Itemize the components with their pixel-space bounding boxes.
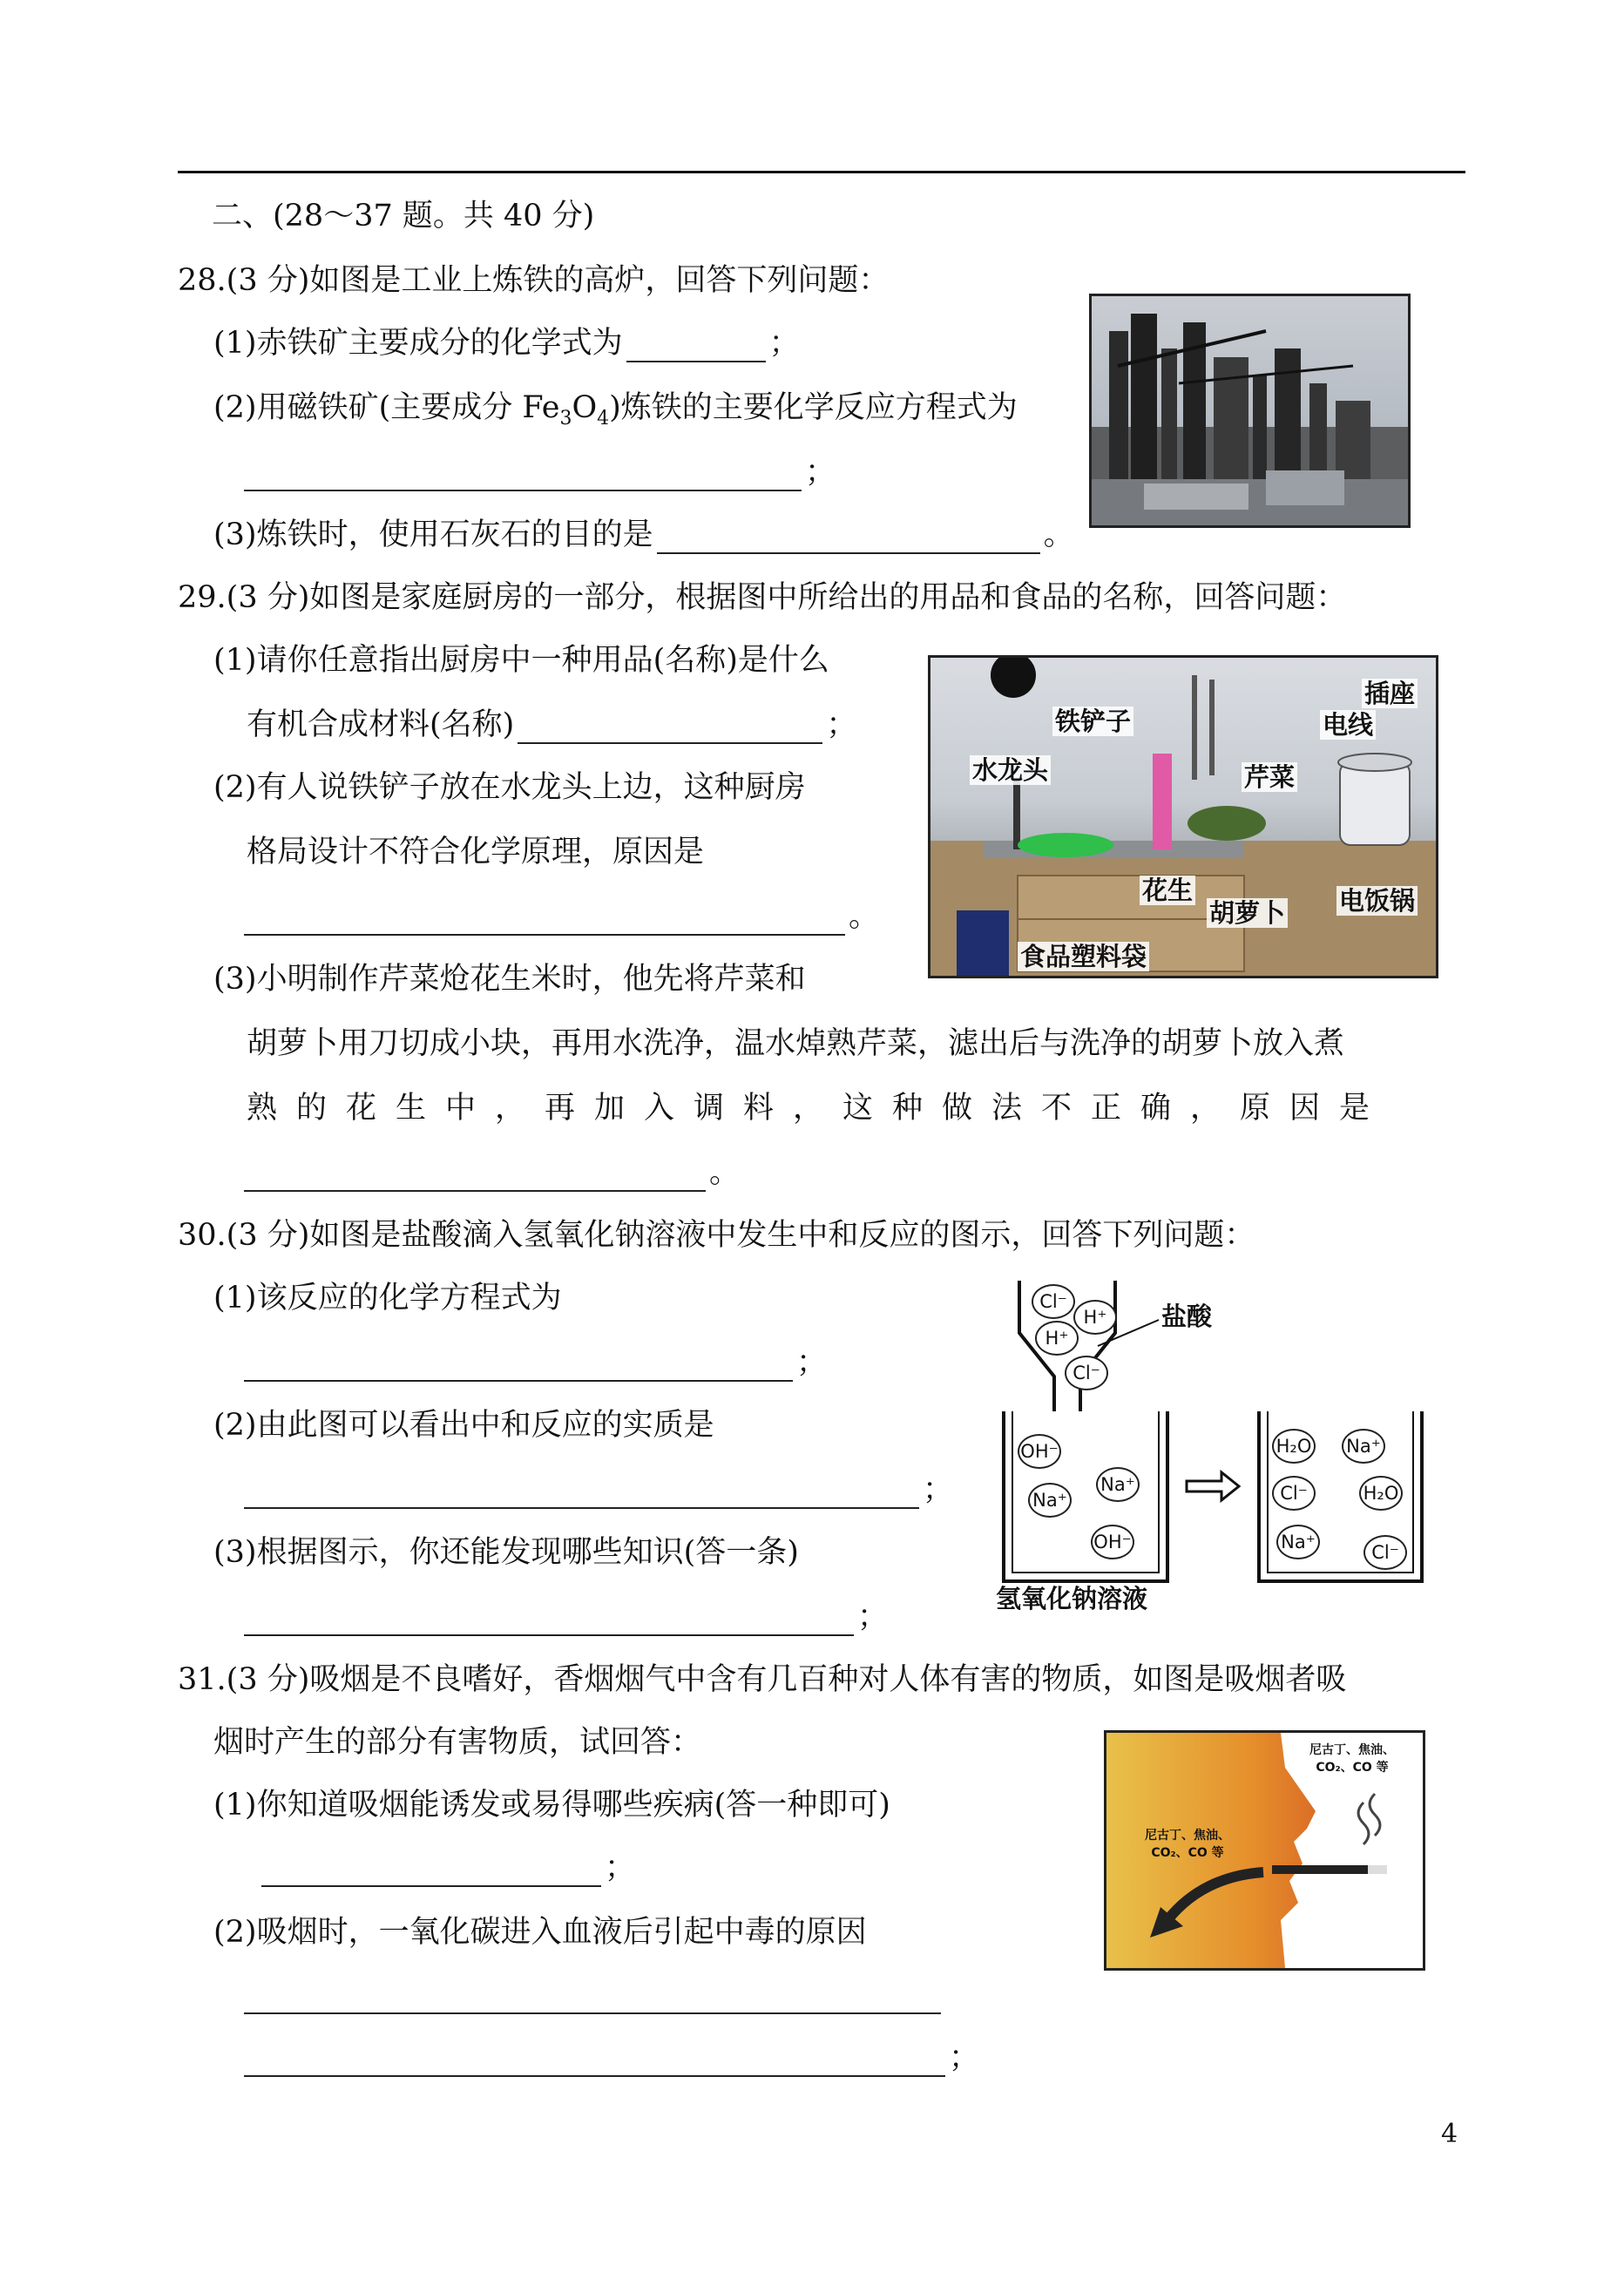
- blast-furnace-photo: [1089, 294, 1411, 528]
- ion-chloride: Cl⁻: [1363, 1535, 1407, 1570]
- q28-part1-end: ；: [768, 326, 800, 361]
- smoke-outside-line2: CO₂、CO 等: [1316, 1761, 1389, 1775]
- page-number: 4: [1441, 2119, 1458, 2149]
- smoke-inhaled-line2: CO₂、CO 等: [1151, 1846, 1224, 1860]
- q28-part2-semicolon: ；: [805, 455, 836, 490]
- answer-blank[interactable]: [244, 1160, 706, 1192]
- q28-part3: [213, 516, 1074, 554]
- label-hydrochloric-acid: 盐酸: [1161, 1302, 1213, 1331]
- q29-part3-line2: 胡萝卜用刀切成小块，再用水洗净，温水焯熟芹菜，滤出后与洗净的胡萝卜放入煮: [247, 1026, 1345, 1061]
- q28-part1: [213, 324, 800, 362]
- label-socket: 插座: [1362, 679, 1418, 708]
- q31-part2-answer-line2: [244, 2039, 979, 2077]
- answer-blank[interactable]: [244, 2046, 945, 2077]
- ion-chloride: Cl⁻: [1272, 1476, 1316, 1511]
- answer-blank[interactable]: [244, 1983, 941, 2014]
- q29-part3-line3: 熟的花生中，再加入调料，这种做法不正确，原因是: [247, 1091, 1390, 1126]
- ion-hydroxide: OH⁻: [1018, 1434, 1061, 1469]
- kitchen-photo: [928, 655, 1438, 978]
- label-spatula: 铁铲子: [1052, 707, 1133, 736]
- q30-part2-answer: [244, 1471, 953, 1509]
- answer-blank[interactable]: [657, 523, 1040, 554]
- blast-furnace-illustration: [1092, 296, 1408, 525]
- q28-part2-text-end: )炼铁的主要化学反应方程式为: [609, 390, 1018, 425]
- label-sodium-hydroxide: 氢氧化钠溶液: [996, 1584, 1148, 1613]
- label-wire: 电线: [1320, 710, 1376, 740]
- q31-stem-line1: 31.(3 分)吸烟是不良嗜好，香烟烟气中含有几百种对人体有害的物质，如图是吸烟者吸: [178, 1662, 1347, 1697]
- q29-part1-line2: [247, 706, 856, 744]
- q28-stem: 28.(3 分)如图是工业上炼铁的高炉，回答下列问题：: [178, 263, 890, 298]
- smoke-inhaled-line1: 尼古丁、焦油、: [1145, 1829, 1230, 1843]
- answer-blank[interactable]: [244, 460, 802, 491]
- answer-blank[interactable]: [244, 1350, 793, 1382]
- answer-blank[interactable]: [244, 904, 845, 936]
- molecule-water: H₂O: [1359, 1476, 1403, 1511]
- q29-part2-line1: (2)有人说铁铲子放在水龙头上边，这种厨房: [213, 770, 806, 805]
- q31-part1-answer: [261, 1849, 635, 1887]
- q29-part2-line2: 格局设计不符合化学原理，原因是: [247, 835, 705, 869]
- q28-part3-text: (3)炼铁时，使用石灰石的目的是: [213, 517, 653, 552]
- answer-blank[interactable]: [261, 1856, 601, 1887]
- q28-part3-end: 。: [1043, 517, 1074, 552]
- q29-part1-line1: (1)请你任意指出厨房中一种用品(名称)是什么: [213, 643, 829, 678]
- kitchen-illustration: [930, 658, 1436, 976]
- q30-stem: 30.(3 分)如图是盐酸滴入氢氧化钠溶液中发生中和反应的图示，回答下列问题：: [178, 1218, 1255, 1253]
- label-plastic-bag: 食品塑料袋: [1018, 942, 1149, 971]
- q29-part3-line4: [244, 1153, 740, 1192]
- q28-part2-answer: [244, 453, 836, 491]
- q31-part1-end: ；: [605, 1850, 636, 1885]
- ion-sodium: Na⁺: [1276, 1525, 1320, 1559]
- ion-hydrogen: H⁺: [1035, 1321, 1079, 1356]
- q29-part1-text: 有机合成材料(名称): [247, 707, 515, 742]
- label-celery: 芹菜: [1242, 762, 1297, 792]
- q29-part2-line3: [244, 897, 879, 936]
- q28-part1-text: (1)赤铁矿主要成分的化学式为: [213, 326, 623, 361]
- q30-part3: (3)根据图示，你还能发现哪些知识(答一条): [213, 1535, 799, 1570]
- section-header: 二、(28～37 题。共 40 分): [212, 199, 595, 233]
- q31-part2-end: ；: [949, 2040, 980, 2075]
- q31-part1: (1)你知道吸烟能诱发或易得哪些疾病(答一种即可): [213, 1788, 890, 1823]
- q28-part2-o: O: [572, 390, 598, 425]
- q29-part1-end: ；: [826, 707, 857, 742]
- answer-blank[interactable]: [244, 1478, 919, 1509]
- q30-part1: (1)该反应的化学方程式为: [213, 1281, 562, 1316]
- ion-sodium: Na⁺: [1028, 1483, 1072, 1518]
- ion-sodium: Na⁺: [1342, 1429, 1385, 1464]
- header-rule: [178, 171, 1465, 173]
- subscript: 4: [597, 408, 610, 430]
- q28-part2: [213, 389, 1018, 438]
- label-rice-cooker: 电饭锅: [1336, 886, 1418, 916]
- q31-part2-answer-line1: [244, 1976, 944, 2014]
- neutralization-diagram: [993, 1281, 1446, 1620]
- smoking-figure: [1104, 1730, 1425, 1971]
- q29-stem: 29.(3 分)如图是家庭厨房的一部分，根据图中所给出的用品和食品的名称，回答问题：: [178, 580, 1347, 615]
- smoke-outside-line1: 尼古丁、焦油、: [1309, 1743, 1395, 1757]
- q31-stem-line2: 烟时产生的部分有害物质，试回答：: [213, 1725, 702, 1760]
- q28-part2-text: (2)用磁铁矿(主要成分 Fe: [213, 390, 560, 425]
- ion-chloride: Cl⁻: [1032, 1284, 1075, 1319]
- answer-blank[interactable]: [244, 1605, 854, 1636]
- ion-sodium: Na⁺: [1096, 1467, 1140, 1502]
- q31-part2: (2)吸烟时，一氧化碳进入血液后引起中毒的原因: [213, 1915, 867, 1950]
- q30-part1-answer: [244, 1343, 827, 1382]
- smoke-outside-label: [1309, 1742, 1395, 1776]
- label-carrot: 胡萝卜: [1207, 898, 1288, 928]
- q30-part3-end: ；: [857, 1600, 889, 1634]
- answer-blank[interactable]: [518, 713, 822, 744]
- ion-chloride: Cl⁻: [1065, 1356, 1108, 1390]
- answer-blank[interactable]: [626, 331, 766, 362]
- q30-part1-end: ；: [796, 1345, 828, 1380]
- ion-hydroxide: OH⁻: [1091, 1525, 1134, 1559]
- smoke-inhaled-label: [1145, 1827, 1230, 1862]
- q29-part3-line1: (3)小明制作芹菜炝花生米时，他先将芹菜和: [213, 962, 806, 997]
- q30-part2: (2)由此图可以看出中和反应的实质是: [213, 1408, 714, 1443]
- q30-part2-end: ；: [923, 1472, 954, 1507]
- ion-hydrogen: H⁺: [1073, 1300, 1117, 1335]
- q29-part2-end: 。: [849, 899, 880, 934]
- subscript: 3: [559, 408, 572, 430]
- q29-part3-end: 。: [709, 1155, 741, 1190]
- label-faucet: 水龙头: [970, 755, 1051, 785]
- label-peanut: 花生: [1140, 876, 1195, 905]
- q30-part3-answer: [244, 1598, 888, 1636]
- molecule-water: H₂O: [1272, 1429, 1316, 1464]
